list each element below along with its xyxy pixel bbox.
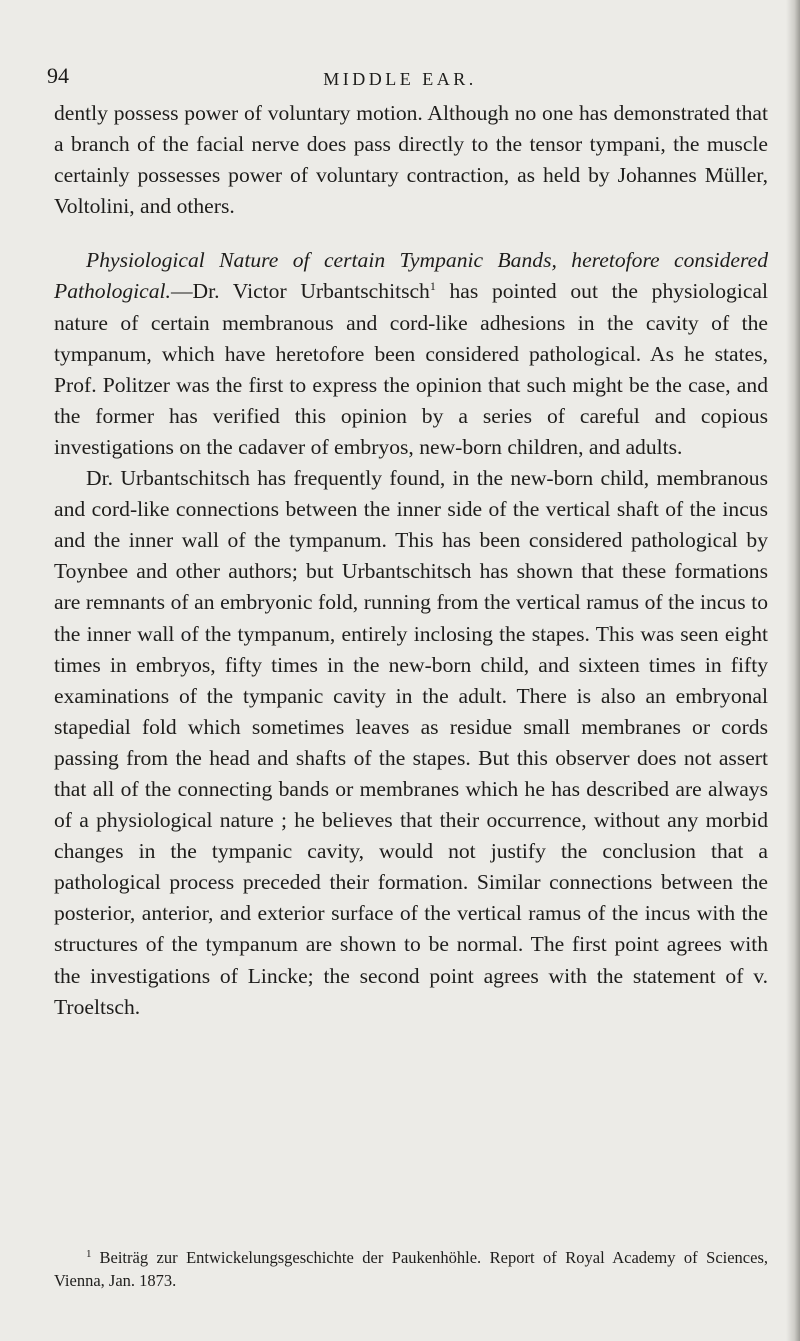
footnote (54, 1246, 768, 1292)
paragraph-2-text-a: —Dr. Victor Urbantschitsch (170, 279, 430, 304)
section-heading: Physiological Nature of certain Tympanic Bands, heretofore considered Pathological. (54, 248, 768, 304)
paragraph-2-text-b: has pointed out the physiological nature of certain membranous and cord-like adhesions in the cavity of the tympanum, which have heretofore been considered pathological. As he states, Prof. Politzer was the first to express the opinion that such might be the case, and the former has verified this opinion by a series of careful and copious investigations on the cadaver of embryos, new-born children, and adults. (54, 279, 768, 459)
paragraph-1: dently possess power of voluntary motion. Although no one has demonstrated that a branch of the facial nerve does pass directly to the tensor tympani, the muscle certainly possesses power of voluntary contraction, as held by Johannes Müller, Voltolini, and others. (54, 101, 768, 219)
paragraph-2 (54, 245, 768, 463)
footnote-line (54, 1246, 768, 1292)
paragraph-3: Dr. Urbantschitsch has frequently found, in the new-born child, membranous and cord-like connections between the inner side of the vertical shaft of the incus and the inner wall of the tympanum. This has been considered pathological by Toynbee and other authors; but Urbantschitsch has shown that these formations are remnants of an embryonic fold, running from the vertical ramus of the incus to the inner wall of the tympanum, entirely inclosing the stapes. This was seen eight times in embryos, fifty times in the new-born child, and sixteen times in fifty examinations of the tympanic cavity in the adult. There is also an embryonal stapedial fold which sometimes leaves as residue small membranes or cords passing from the head and shafts of the stapes. But this observer does not assert that all of the connecting bands or membranes which he has described are always of a physiological nature ; he believes that their occurrence, without any morbid changes in the tympanic cavity, would not justify the conclusion that a pathological process preceded their formation. Similar connections between the posterior, anterior, and exterior surface of the vertical ramus of the incus with the structures of the tympanum are shown to be normal. The first point agrees with the investigations of Lincke; the second point agrees with the statement of v. Troeltsch. (54, 466, 768, 1019)
page-edge-shadow (786, 0, 800, 1341)
page-number: 94 (47, 63, 69, 88)
footnote-mark: 1 (86, 1248, 92, 1260)
running-head: MIDDLE EAR. (323, 69, 477, 89)
footnote-reference: 1 (429, 279, 436, 294)
footnote-text: Beiträg zur Entwickelungsgeschichte der Paukenhöhle. Report of Royal Academy of Sciences, Vienna, Jan. 1873. (54, 1248, 768, 1290)
body-text (54, 98, 768, 1023)
